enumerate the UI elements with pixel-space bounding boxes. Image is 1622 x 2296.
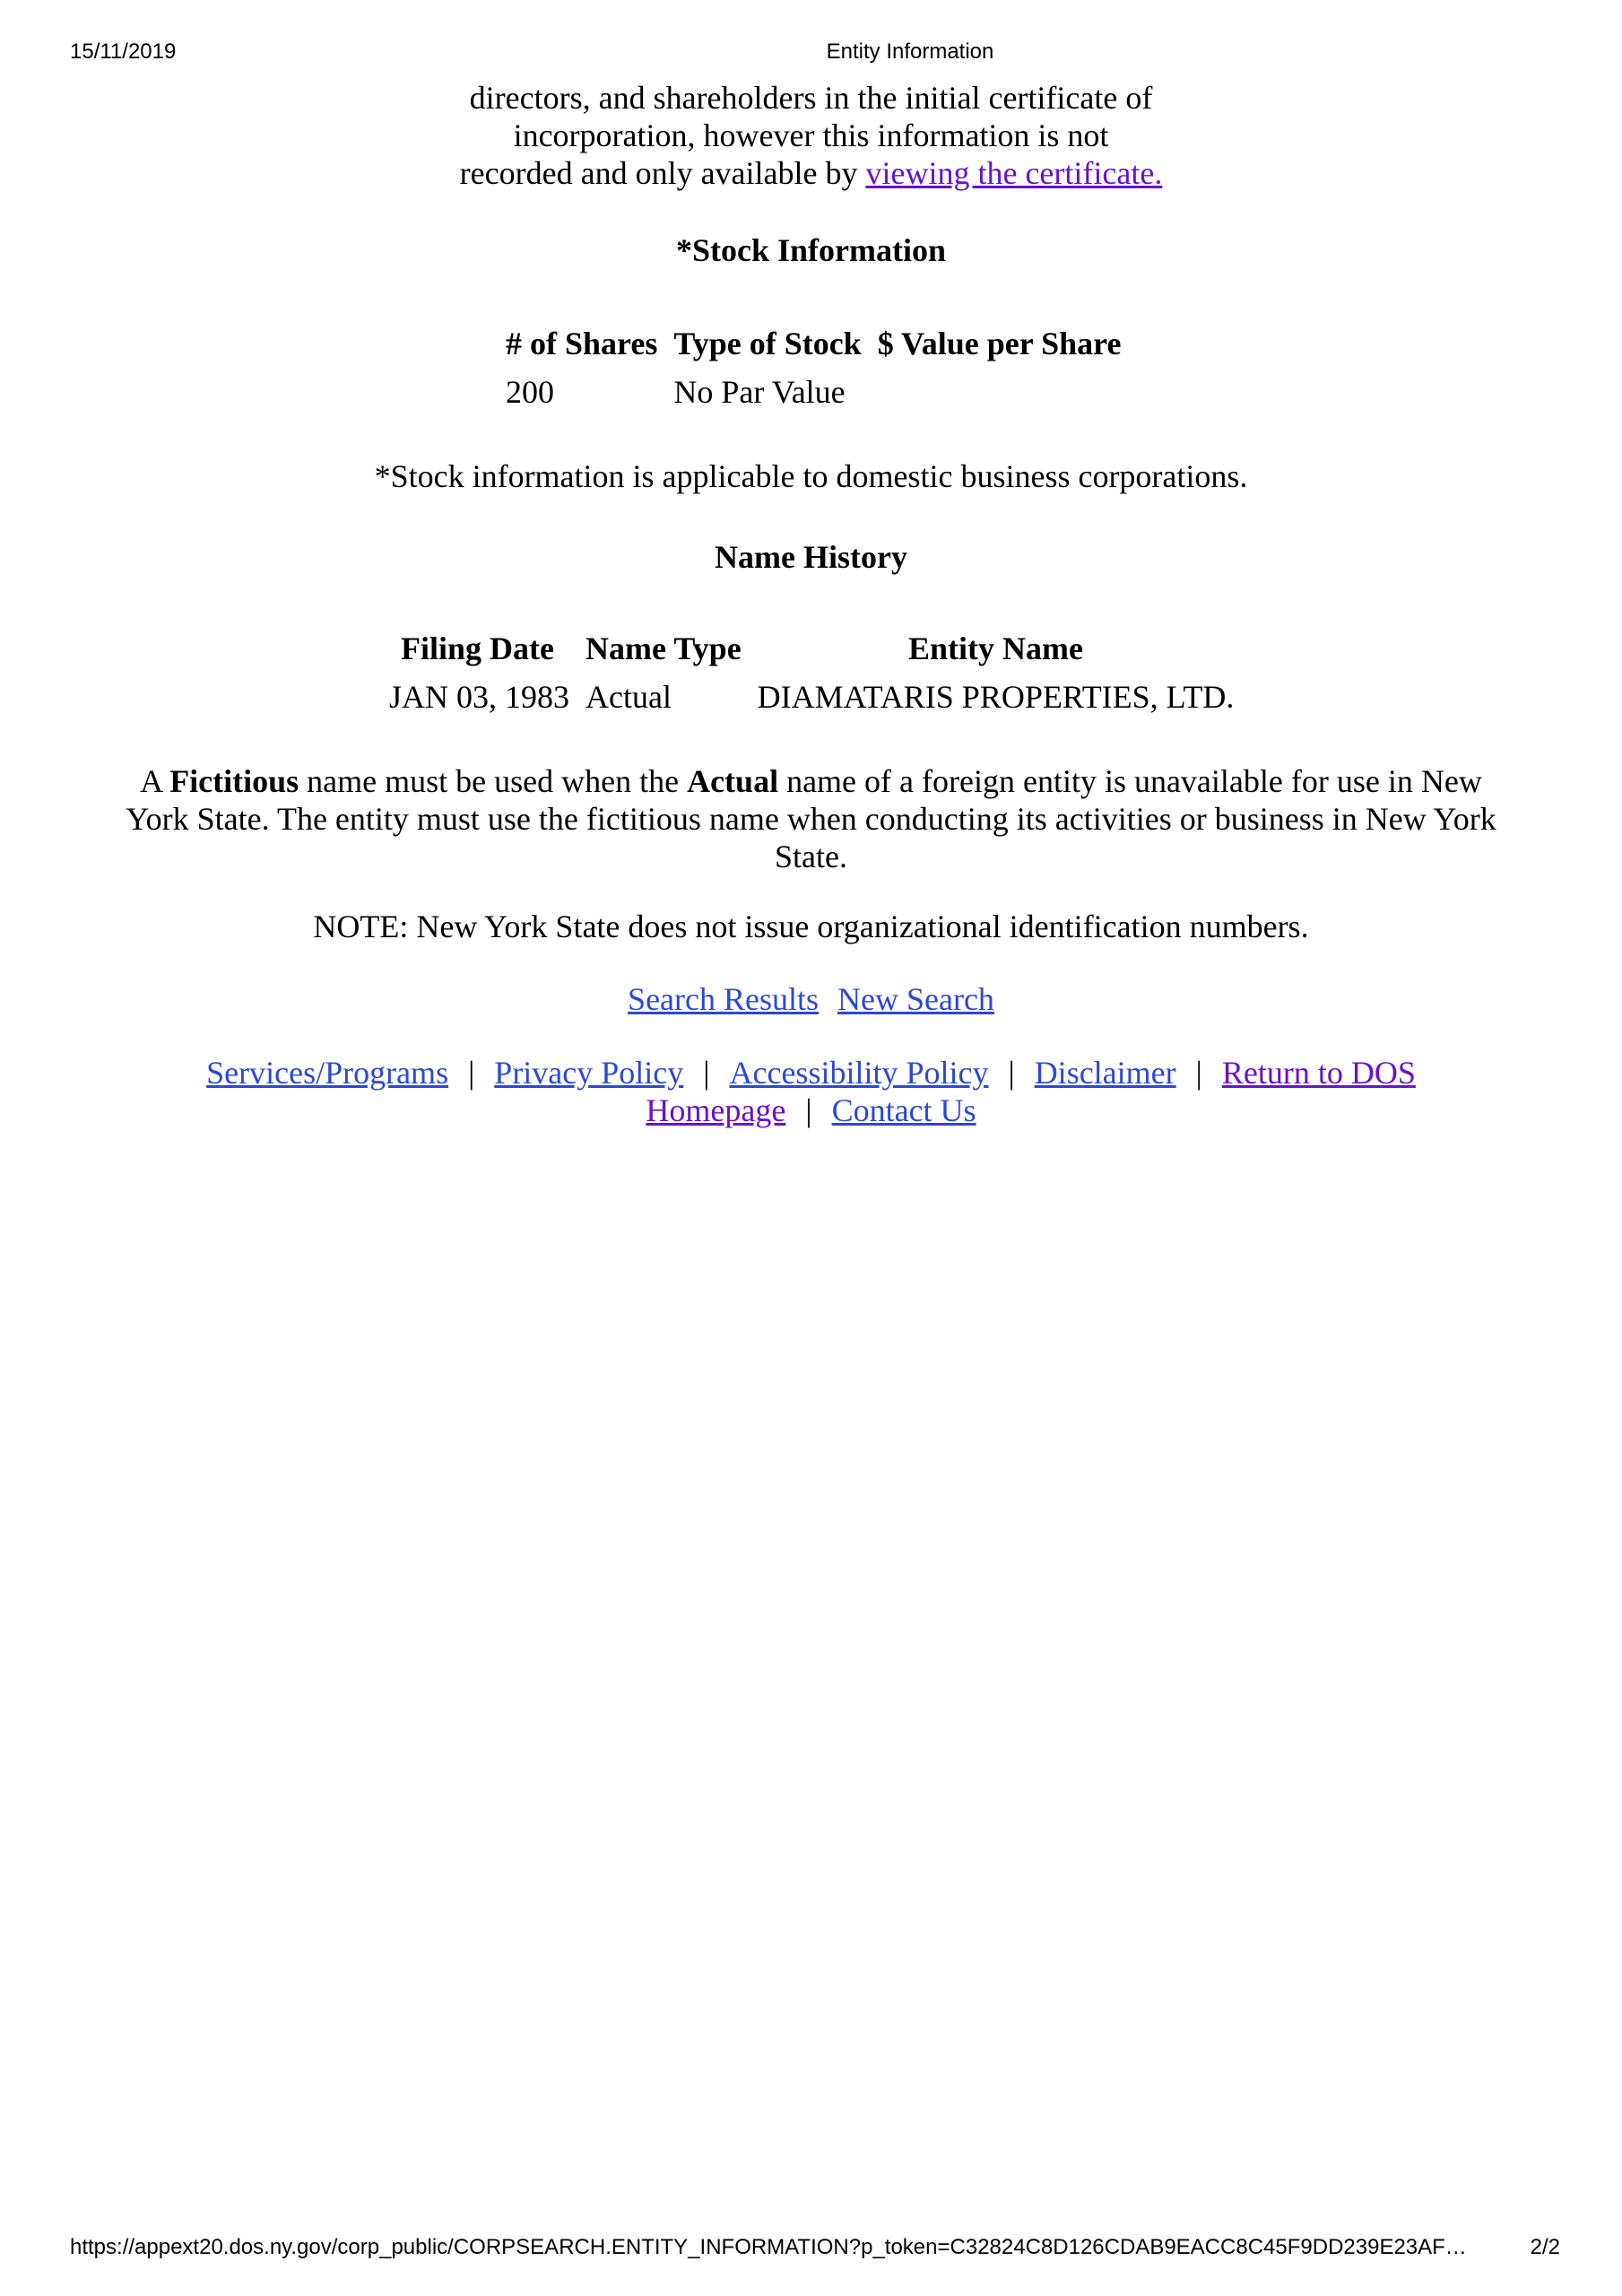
fict-bold-fictitious: Fictitious: [169, 763, 299, 799]
col-name-type: Name Type: [585, 631, 742, 666]
print-page-number: 2/2: [1530, 2235, 1560, 2259]
col-filing-date: Filing Date: [401, 631, 554, 666]
link-separator: |: [468, 1055, 475, 1091]
privacy-policy-link[interactable]: Privacy Policy: [494, 1055, 684, 1091]
fict-text-1: A: [140, 763, 170, 799]
intro-line-1: directors, and shareholders in the initial certificate of: [469, 80, 1153, 116]
certificate-info-paragraph: [0, 79, 1622, 192]
disclaimer-link[interactable]: Disclaimer: [1034, 1055, 1176, 1091]
col-entity-name: Entity Name: [908, 631, 1083, 666]
stock-info-table: [498, 325, 1129, 411]
nys-id-note: NOTE: New York State does not issue organizational identification numbers.: [313, 909, 1309, 944]
stock-type-value: No Par Value: [673, 374, 846, 410]
name-history-heading: Name History: [715, 539, 907, 575]
footer-links: [161, 1054, 1461, 1129]
intro-line-2: incorporation, however this information is not: [513, 117, 1109, 153]
intro-line-3-text: recorded and only available by: [459, 155, 866, 191]
table-header-row: [381, 630, 1242, 678]
intro-line-3: [0, 154, 1622, 192]
print-url: https://appext20.dos.ny.gov/corp_public/CORPSEARCH.ENTITY_INFORMATION?p_token=C32824C8D126CDAB9EACC8C45F9DD239E23AF…: [70, 2235, 1467, 2259]
services-programs-link[interactable]: Services/Programs: [206, 1055, 449, 1091]
shares-value: 200: [506, 374, 554, 410]
name-history-table: [381, 630, 1242, 716]
accessibility-policy-link[interactable]: Accessibility Policy: [729, 1055, 989, 1091]
link-separator: |: [1008, 1055, 1015, 1091]
entity-name-value: DIAMATARIS PROPERTIES, LTD.: [757, 679, 1235, 715]
stock-info-note: *Stock information is applicable to domestic business corporations.: [374, 458, 1248, 494]
fict-text-3: name of a foreign entity is unavailable for use in New York State. The entity must use the fictitious name when conducting its activities or business in New York State.: [126, 763, 1496, 874]
return-to-dos-homepage-link[interactable]: Return to DOS Homepage: [646, 1055, 1416, 1128]
col-shares: # of Shares: [506, 326, 658, 361]
view-certificate-link[interactable]: viewing the certificate.: [865, 155, 1163, 191]
link-separator: |: [805, 1092, 812, 1128]
value-per-share-value: [870, 373, 1130, 411]
stock-info-heading: *Stock Information: [675, 232, 946, 268]
search-links: [0, 980, 1622, 1018]
print-date: 15/11/2019: [70, 39, 177, 64]
print-page-title: Entity Information: [826, 39, 994, 64]
link-separator: |: [703, 1055, 710, 1091]
fictitious-name-note: [108, 762, 1514, 875]
table-header-row: [498, 325, 1129, 373]
name-type-value: Actual: [585, 679, 672, 715]
col-value-per-share: $ Value per Share: [877, 326, 1122, 361]
fict-text-2: name must be used when the: [299, 763, 688, 799]
col-stock-type: Type of Stock: [673, 326, 862, 361]
table-row: [498, 373, 1129, 411]
filing-date-value: JAN 03, 1983: [389, 679, 570, 715]
search-results-link[interactable]: Search Results: [628, 981, 820, 1017]
table-row: [381, 678, 1242, 716]
link-separator: |: [1195, 1055, 1202, 1091]
new-search-link[interactable]: New Search: [837, 981, 994, 1017]
contact-us-link[interactable]: Contact Us: [831, 1092, 976, 1128]
fict-bold-actual: Actual: [687, 763, 779, 799]
